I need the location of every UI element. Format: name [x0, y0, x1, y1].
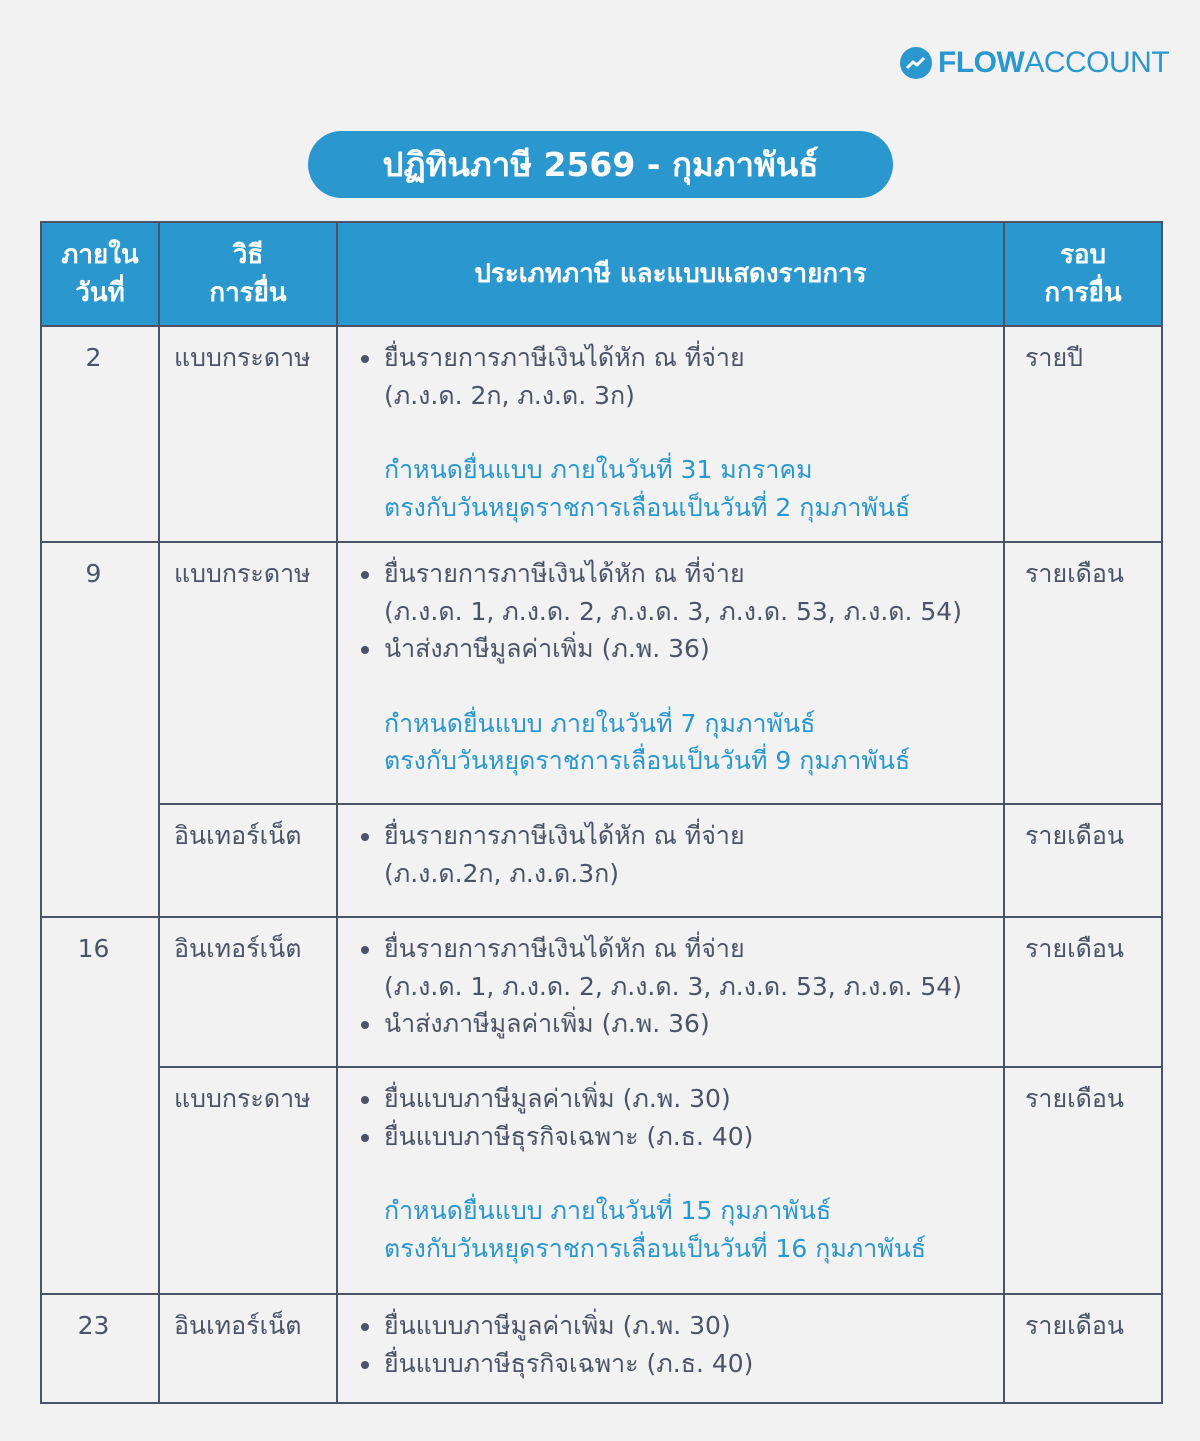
method-cell: อินเทอร์เน็ต	[159, 1294, 337, 1403]
deadline-note: กำหนดยื่นแบบ ภายในวันที่ 15 กุมภาพันธ์ ตรงกับวันหยุดราชการเลื่อนเป็นวันที่ 16 กุมภาพันธ์	[384, 1196, 927, 1263]
list-item: ยื่นรายการภาษีเงินได้หัก ณ ที่จ่าย (ภ.ง.ด. 2ก, ภ.ง.ด. 3ก)	[358, 339, 993, 414]
trend-chart-icon	[900, 47, 932, 79]
table-row	[41, 1067, 1162, 1294]
period-cell: รายเดือน	[1004, 1067, 1162, 1294]
table-header-row	[41, 222, 1162, 326]
day-cell: 16	[41, 917, 159, 1294]
deadline-note: กำหนดยื่นแบบ ภายในวันที่ 31 มกราคม ตรงกับวันหยุดราชการเลื่อนเป็นวันที่ 2 กุมภาพันธ์	[384, 455, 911, 522]
method-cell: แบบกระดาษ	[159, 542, 337, 804]
table-row	[41, 1294, 1162, 1403]
method-cell: อินเทอร์เน็ต	[159, 917, 337, 1067]
logo-text-bold: FLOW	[938, 46, 1025, 79]
list-item: ยื่นแบบภาษีธุรกิจเฉพาะ (ภ.ธ. 40)	[358, 1345, 993, 1383]
items-cell	[337, 804, 1004, 917]
list-item: ยื่นรายการภาษีเงินได้หัก ณ ที่จ่าย (ภ.ง.ด.2ก, ภ.ง.ด.3ก)	[358, 817, 993, 892]
list-item: ยื่นแบบภาษีมูลค่าเพิ่ม (ภ.พ. 30)	[358, 1307, 993, 1345]
day-cell: 2	[41, 326, 159, 542]
day-cell: 23	[41, 1294, 159, 1403]
table-row	[41, 804, 1162, 917]
page-title: ปฏิทินภาษี 2569 - กุมภาพันธ์	[308, 131, 893, 198]
items-cell	[337, 917, 1004, 1067]
flowaccount-logo	[900, 46, 1169, 80]
header-items: ประเภทภาษี และแบบแสดงรายการ	[337, 222, 1004, 326]
period-cell: รายเดือน	[1004, 542, 1162, 804]
table-row	[41, 917, 1162, 1067]
list-item: ยื่นรายการภาษีเงินได้หัก ณ ที่จ่าย (ภ.ง.ด. 1, ภ.ง.ด. 2, ภ.ง.ด. 3, ภ.ง.ด. 53, ภ.ง.ด. 54)	[358, 555, 993, 630]
items-cell	[337, 1294, 1004, 1403]
tax-calendar-table	[40, 221, 1163, 1404]
table-row	[41, 542, 1162, 804]
table-row	[41, 326, 1162, 542]
items-cell	[337, 542, 1004, 804]
period-cell: รายเดือน	[1004, 1294, 1162, 1403]
header-day: ภายใน วันที่	[41, 222, 159, 326]
deadline-note: กำหนดยื่นแบบ ภายในวันที่ 7 กุมภาพันธ์ ตรงกับวันหยุดราชการเลื่อนเป็นวันที่ 9 กุมภาพันธ์	[384, 708, 911, 775]
period-cell: รายเดือน	[1004, 917, 1162, 1067]
method-cell: อินเทอร์เน็ต	[159, 804, 337, 917]
list-item: นำส่งภาษีมูลค่าเพิ่ม (ภ.พ. 36)	[358, 1005, 993, 1043]
items-cell	[337, 326, 1004, 542]
method-cell: แบบกระดาษ	[159, 1067, 337, 1294]
list-item: ยื่นรายการภาษีเงินได้หัก ณ ที่จ่าย (ภ.ง.ด. 1, ภ.ง.ด. 2, ภ.ง.ด. 3, ภ.ง.ด. 53, ภ.ง.ด. 54)	[358, 930, 993, 1005]
list-item: ยื่นแบบภาษีมูลค่าเพิ่ม (ภ.พ. 30)	[358, 1080, 993, 1118]
header-method: วิธี การยื่น	[159, 222, 337, 326]
day-cell: 9	[41, 542, 159, 917]
period-cell: รายเดือน	[1004, 804, 1162, 917]
items-cell	[337, 1067, 1004, 1294]
list-item: นำส่งภาษีมูลค่าเพิ่ม (ภ.พ. 36)	[358, 630, 993, 668]
method-cell: แบบกระดาษ	[159, 326, 337, 542]
logo-text-light: ACCOUNT	[1024, 46, 1170, 79]
header-period: รอบ การยื่น	[1004, 222, 1162, 326]
list-item: ยื่นแบบภาษีธุรกิจเฉพาะ (ภ.ธ. 40)	[358, 1118, 993, 1156]
period-cell: รายปี	[1004, 326, 1162, 542]
